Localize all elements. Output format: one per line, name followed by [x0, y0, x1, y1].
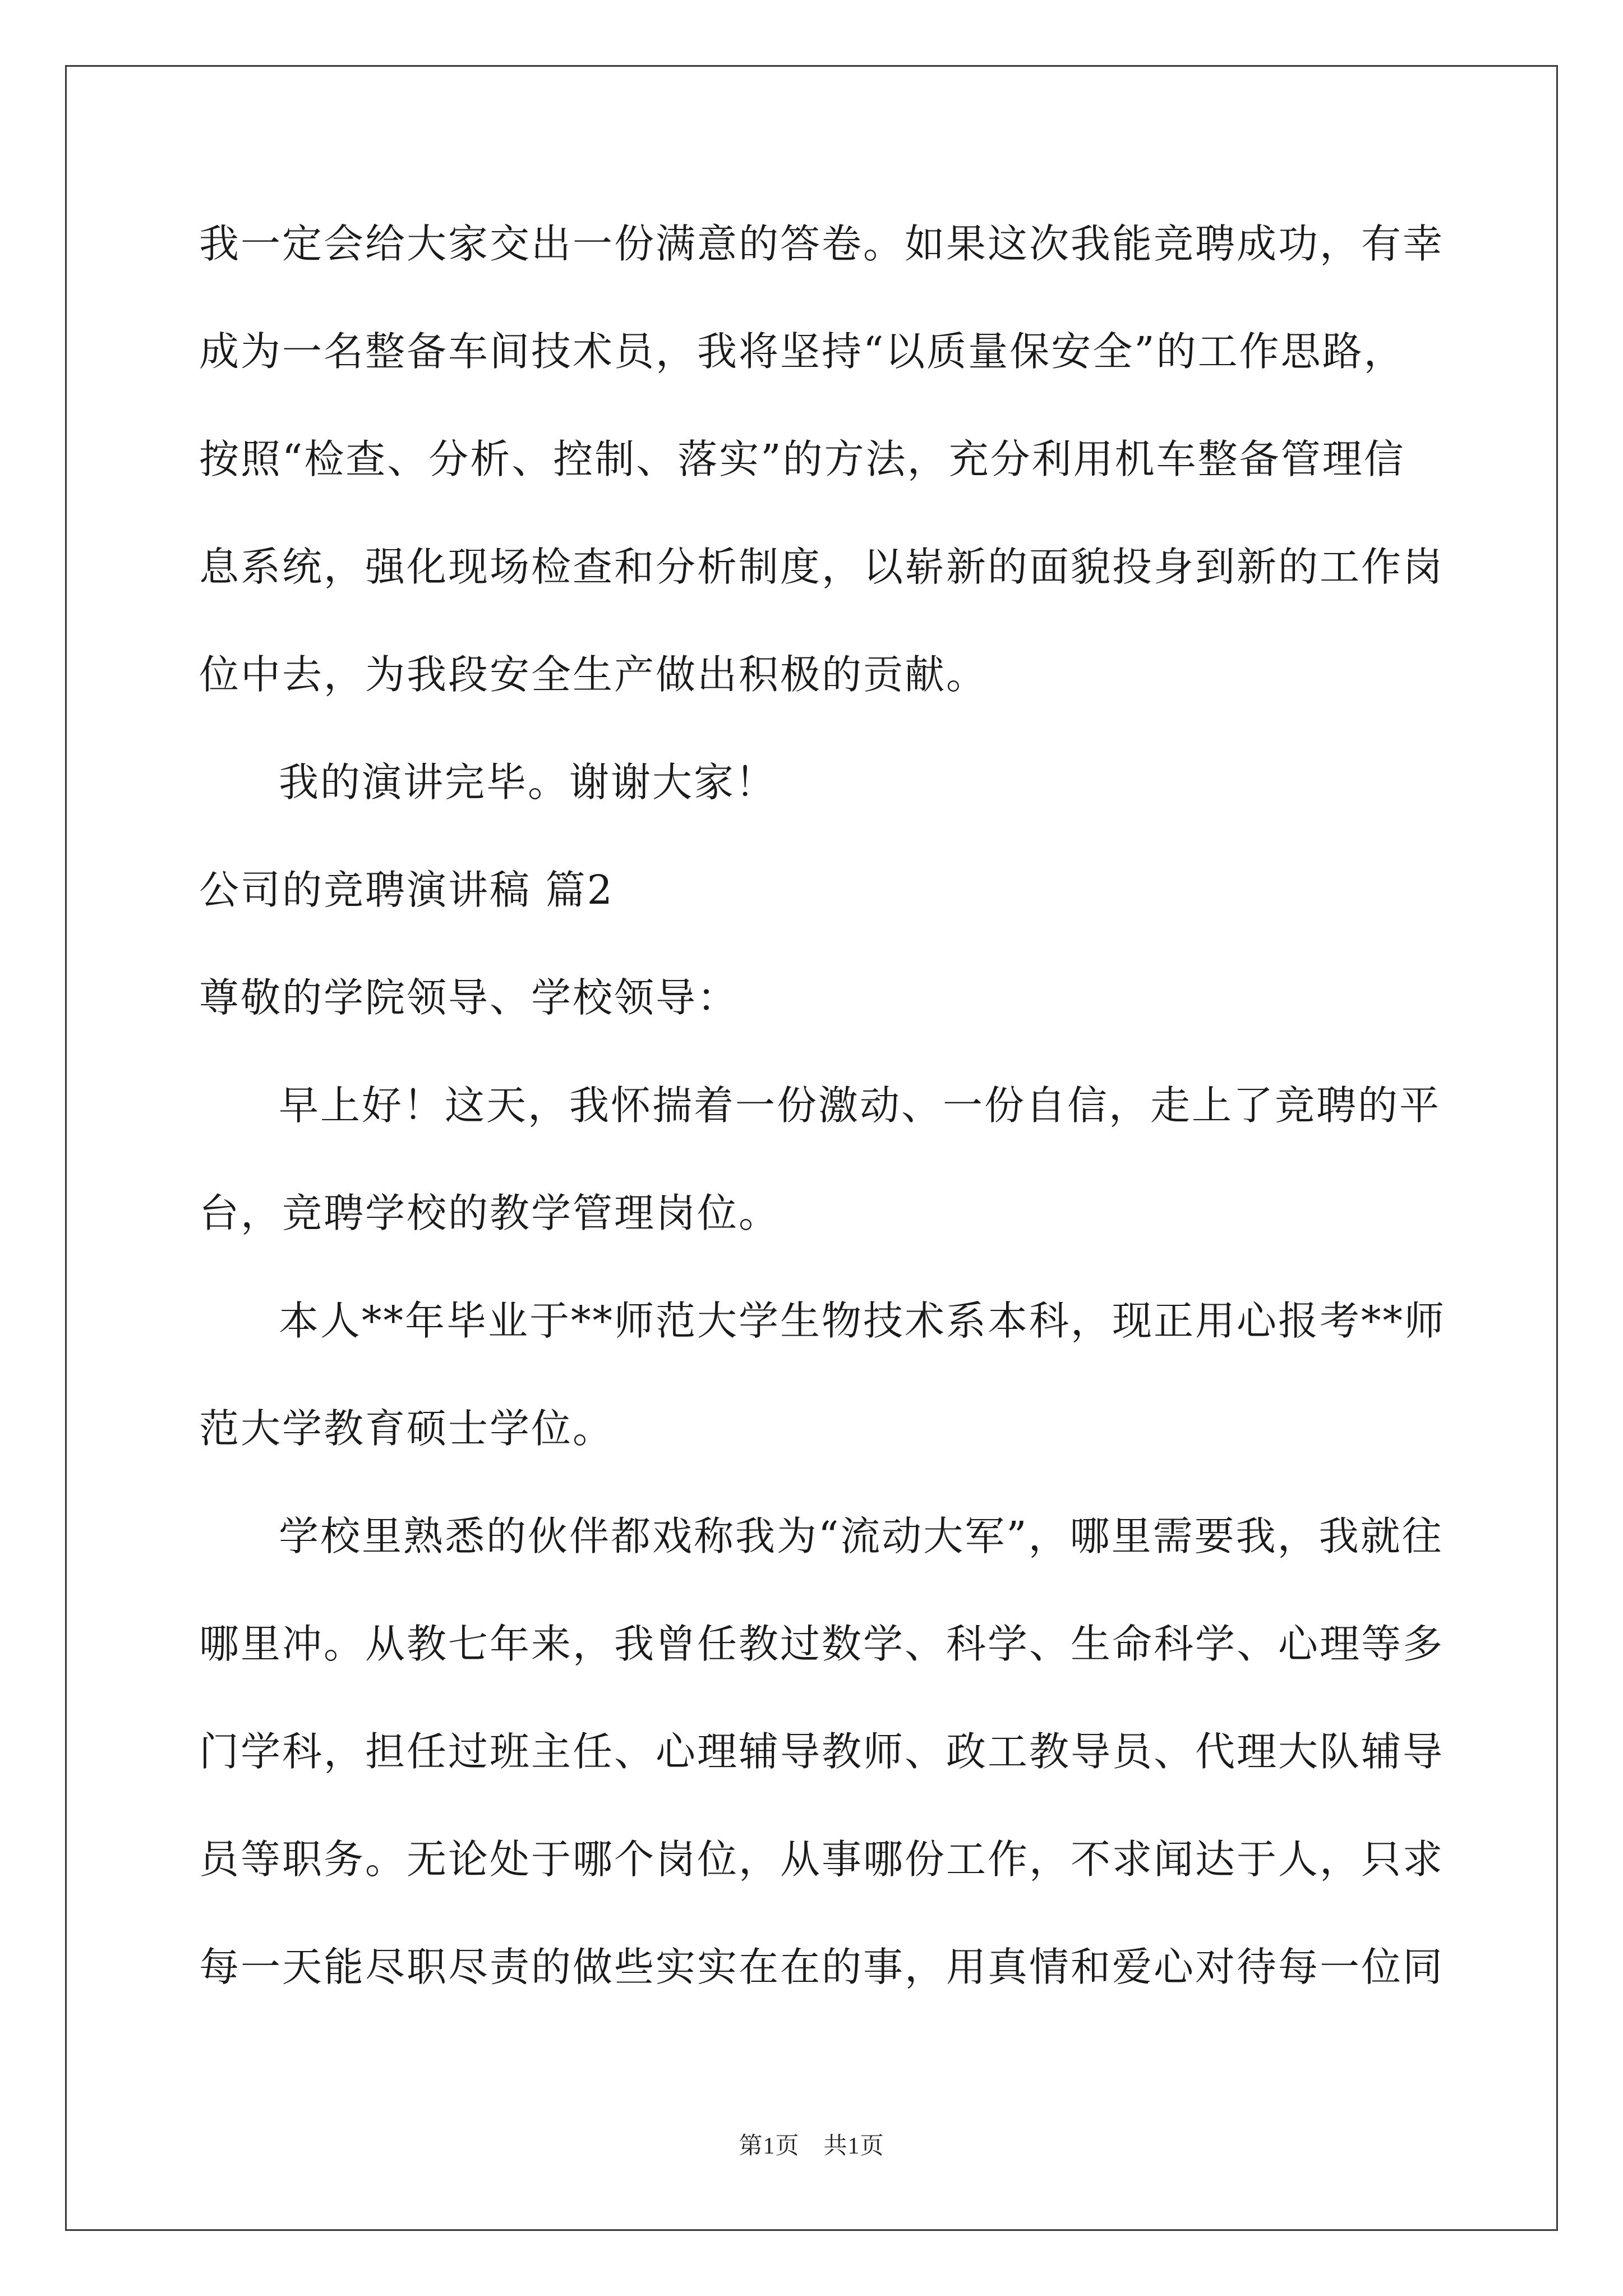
text-line: 范大学教育硕士学位。: [199, 1405, 615, 1452]
text-line: 员等职务。无论处于哪个岗位，从事哪份工作，不求闻达于人，只求: [199, 1836, 1445, 1883]
text-line: 早上好！这天，我怀揣着一份激动、一份自信，走上了竞聘的平: [279, 1082, 1441, 1129]
text-line: 台，竞聘学校的教学管理岗位。: [199, 1190, 781, 1236]
text-line: 我一定会给大家交出一份满意的答卷。如果这次我能竞聘成功，有幸: [199, 220, 1445, 267]
text-line: 成为一名整备车间技术员，我将坚持“以质量保安全”的工作思路，: [199, 328, 1405, 375]
text-line: 息系统，强化现场检查和分析制度，以崭新的面貌投身到新的工作岗: [199, 544, 1445, 590]
page-number-footer: 第1页 共1页: [739, 2133, 884, 2159]
paragraph-closing: 我的演讲完毕。谢谢大家！: [279, 759, 777, 806]
salutation: 尊敬的学院领导、学校领导：: [199, 974, 739, 1021]
text-line: 每一天能尽职尽责的做些实实在在的事，用真情和爱心对待每一位同: [199, 1944, 1445, 1990]
text-line: 哪里冲。从教七年来，我曾任教过数学、科学、生命科学、心理等多: [199, 1621, 1445, 1667]
text-line: 门学科，担任过班主任、心理辅导教师、政工教导员、代理大队辅导: [199, 1728, 1445, 1775]
section-heading: 公司的竞聘演讲稿 篇2: [199, 867, 614, 913]
page-border: [65, 65, 1558, 2231]
text-line: 本人**年毕业于**师范大学生物技术系本科，现正用心报考**师: [279, 1297, 1446, 1344]
text-line: 位中去，为我段安全生产做出积极的贡献。: [199, 651, 988, 698]
text-line: 学校里熟悉的伙伴都戏称我为“流动大军”，哪里需要我，我就往: [279, 1513, 1444, 1559]
text-line: 按照“检查、分析、控制、落实”的方法，充分利用机车整备管理信: [199, 436, 1405, 482]
